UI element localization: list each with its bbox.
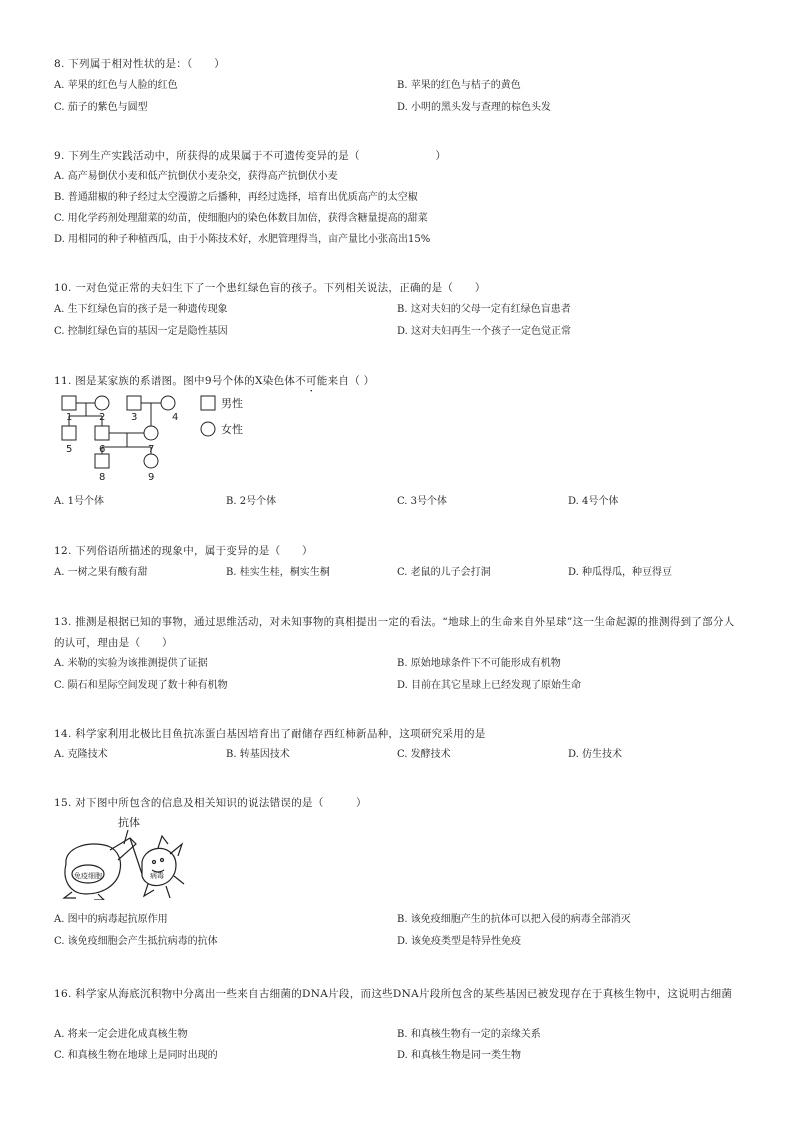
option-d[interactable]: D. 和真核生物是同一类生物 <box>397 1050 522 1061</box>
option-c[interactable]: C. 用化学药剂处理甜菜的幼苗，使细胞内的染色体数目加倍，获得含糖量提高的甜菜 <box>54 213 428 224</box>
pedigree-female-7 <box>144 426 158 440</box>
option-d[interactable]: D. 这对夫妇再生一个孩子一定色觉正常 <box>397 326 572 337</box>
question-stem: 12. 下列俗语所描述的现象中，属于变异的是（ ） <box>54 545 313 557</box>
legend-female-icon <box>201 422 215 436</box>
option-b[interactable]: B. 桂实生桂，桐实生桐 <box>226 567 330 578</box>
legend-female-label: 女性 <box>221 423 243 436</box>
stem-part: 来自（ ） <box>327 375 375 387</box>
pedigree-number: 2 <box>99 412 106 423</box>
option-b[interactable]: B. 普通甜椒的种子经过太空漫游之后播种，再经过选择，培育出优质高产的太空椒 <box>54 192 418 203</box>
question-stem: 10. 一对色觉正常的夫妇生下了一个患红绿色盲的孩子。下列相关说法，正确的是（ ） <box>54 282 486 294</box>
immune-cell-illustration <box>58 814 188 900</box>
legend-male-icon <box>201 396 215 410</box>
option-a[interactable]: A. 高产易倒伏小麦和低产抗倒伏小麦杂交，获得高产抗倒伏小麦 <box>54 171 338 182</box>
option-a[interactable]: A. 图中的病毒起抗原作用 <box>54 914 168 925</box>
option-d[interactable]: D. 种瓜得瓜，种豆得豆 <box>568 567 673 578</box>
pedigree-male-1 <box>62 396 76 410</box>
pedigree-chart <box>60 392 270 492</box>
question-stem <box>54 374 744 388</box>
question-10 <box>54 281 744 337</box>
question-12 <box>54 544 744 578</box>
pedigree-female-2 <box>95 396 109 410</box>
option-c[interactable]: C. 和真核生物在地球上是同时出现的 <box>54 1050 218 1061</box>
option-c[interactable]: C. 老鼠的儿子会打洞 <box>397 567 491 578</box>
question-stem: 16. 科学家从海底沉积物中分离出一些来自古细菌的DNA片段，而这些DNA片段所包含的某些基因已被发现存在于真核生物中，这说明古细菌 <box>54 988 733 1000</box>
option-c[interactable]: C. 控制红绿色盲的基因一定是隐性基因 <box>54 326 228 337</box>
question-14 <box>54 727 744 760</box>
option-a[interactable]: A. 米勒的实验为该推测提供了证据 <box>54 658 208 669</box>
option-b[interactable]: B. 转基因技术 <box>226 749 290 760</box>
question-stem: 14. 科学家利用北极比目鱼抗冻蛋白基因培育出了耐储存西红柿新品种，这项研究采用的是 <box>54 728 486 740</box>
question-16 <box>54 984 744 1061</box>
option-a[interactable]: A. 1号个体 <box>54 496 104 507</box>
option-c[interactable]: C. 陨石和星际空间发现了数十种有机物 <box>54 680 228 691</box>
question-stem: 9. 下列生产实践活动中，所获得的成果属于不可遗传变异的是（ ） <box>54 150 447 162</box>
pedigree-female-4 <box>161 396 175 410</box>
pedigree-number: 9 <box>148 472 155 483</box>
question-8 <box>54 57 744 113</box>
virus-label: 病毒 <box>150 872 164 880</box>
pedigree-female-9 <box>144 454 158 468</box>
question-stem: 13. 推测是根据已知的事物，通过思维活动，对未知事物的真相提出一定的看法。“地球上的生命来自外星球”这一生命起源的推测得到了部分人的认可，理由是（ ） <box>54 616 735 649</box>
pedigree-number: 3 <box>131 412 138 423</box>
pedigree-number: 8 <box>99 472 106 483</box>
option-a[interactable]: A. 生下红绿色盲的孩子是一种遗传现象 <box>54 304 228 315</box>
option-a[interactable]: A. 苹果的红色与人脸的红色 <box>54 80 178 91</box>
antibody-label: 抗体 <box>118 816 140 829</box>
question-11 <box>54 374 744 507</box>
pedigree-male-8 <box>95 454 109 468</box>
pedigree-number: 4 <box>172 412 179 423</box>
emphasized-word: 不可能 <box>295 375 328 387</box>
pedigree-male-3 <box>127 396 141 410</box>
option-c[interactable]: C. 发酵技术 <box>397 749 451 760</box>
option-b[interactable]: B. 和真核生物有一定的亲缘关系 <box>397 1029 541 1040</box>
option-d[interactable]: D. 目前在其它星球上已经发现了原始生命 <box>397 680 582 691</box>
pedigree-number: 7 <box>148 444 155 455</box>
option-c[interactable]: C. 茄子的紫色与圆型 <box>54 102 148 113</box>
option-d[interactable]: D. 用相同的种子种植西瓜，由于小陈技术好，水肥管理得当，亩产量比小张高出15% <box>54 234 431 245</box>
option-c[interactable]: C. 该免疫细胞会产生抵抗病毒的抗体 <box>54 936 218 947</box>
question-stem: 8. 下列属于相对性状的是：（ ） <box>54 58 226 70</box>
question-15 <box>54 796 744 947</box>
question-13 <box>54 612 744 691</box>
option-c[interactable]: C. 3号个体 <box>397 496 448 507</box>
question-9 <box>54 149 744 245</box>
option-b[interactable]: B. 这对夫妇的父母一定有红绿色盲患者 <box>397 304 571 315</box>
option-d[interactable]: D. 4号个体 <box>568 496 619 507</box>
option-b[interactable]: B. 苹果的红色与桔子的黄色 <box>397 80 521 91</box>
pedigree-male-6 <box>95 426 109 440</box>
option-b[interactable]: B. 原始地球条件下不可能形成有机物 <box>397 658 561 669</box>
pedigree-number: 6 <box>99 444 106 455</box>
pedigree-number: 5 <box>66 444 73 455</box>
immune-cell-label: 免疫细胞 <box>74 872 102 880</box>
option-b[interactable]: B. 2号个体 <box>226 496 277 507</box>
option-a[interactable]: A. 一树之果有酸有甜 <box>54 567 148 578</box>
pedigree-number: 1 <box>66 412 73 423</box>
option-a[interactable]: A. 克隆技术 <box>54 749 108 760</box>
option-a[interactable]: A. 将来一定会进化成真核生物 <box>54 1029 188 1040</box>
option-d[interactable]: D. 仿生技术 <box>568 749 623 760</box>
stem-part: 11. 图是某家族的系谱图。图中9号个体的X染色体 <box>54 375 296 387</box>
pedigree-male-5 <box>62 426 76 440</box>
option-d[interactable]: D. 该免疫类型是特异性免疫 <box>397 936 522 947</box>
option-b[interactable]: B. 该免疫细胞产生的抗体可以把入侵的病毒全部消灭 <box>397 914 631 925</box>
option-d[interactable]: D. 小明的黑头发与查理的棕色头发 <box>397 102 552 113</box>
legend-male-label: 男性 <box>221 397 243 410</box>
question-stem: 15. 对下图中所包含的信息及相关知识的说法错误的是（ ） <box>54 797 367 809</box>
